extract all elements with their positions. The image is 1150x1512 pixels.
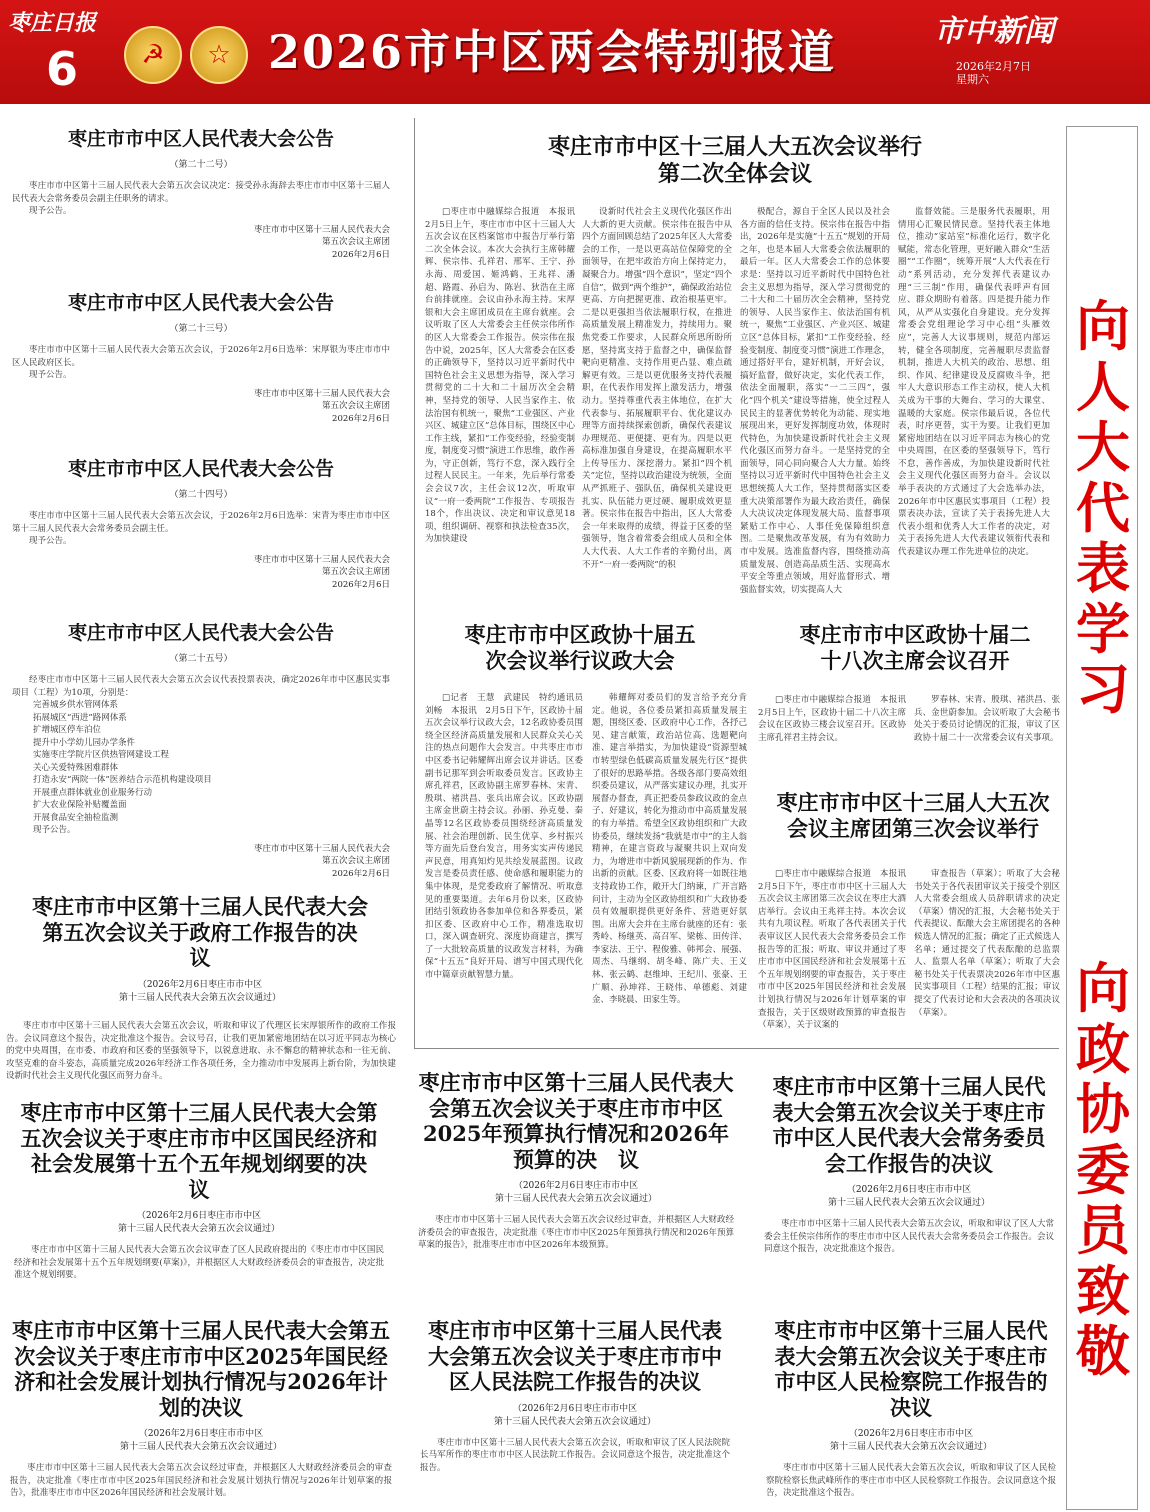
article-column: □记者 王慧 武建民 特约通讯员 刘畅 本报讯 2月5日下午，区政协十届五次会议举行议政大会，12名政协委员围绕全区经济高质量发展和人民群众关心关注的热点问题作大会发言。中共枣庄市市中区委书记韩耀辉出席会议并讲话。区委副书记那军到会听取委员发言。区政协主席孔祥君，区政协副主席罗春林、宋青、殷琪、褚洪昌、张兵出席会议。区政协副主席金世蔚主持会议。孙丽、孙克曼、秦晶等12名区政协委员围绕经济高质量发展、社会治理创新、民生优享、乡村振兴等方面先后登台发言，用务实实声传递民声民意，用真知灼见共绘发展蓝图。议政发言是委员责任感、使命感和履职能力的集中体现，是党委政府了解情况、听取意见的重要渠道。去年6月份以来，区政协团结引领政协各参加单位和各界委员，紧扣区委、区政府中心工作，精准选取切口，深入调查研究、深度协商建言，撰写了一大批较高质量的议政发言材料，为确保“十五五”良好开局、谱写中国式现代化市中篇章贡献智慧力量。 [425, 693, 592, 981]
article-subtitle: （第二十三号） [169, 324, 233, 335]
article-body: 经枣庄市市中区第十三届人民代表大会第五次会议代表投票表决，确定2026年市中区惠民实事项目（工程）为10项，分别是： [12, 675, 390, 698]
resolution-gov-report-body [6, 1012, 396, 1083]
article-title: 枣庄市市中区人民代表大会公告 [67, 292, 334, 314]
section-brand: 市中新闻 [934, 14, 1054, 49]
resolution-court [420, 1318, 730, 1474]
article-title: 枣庄市市中区人民代表大会公告 [67, 458, 334, 480]
article-subtitle: （2026年2月6日枣庄市市中区 第十三届人民代表大会第五次会议通过） [493, 1403, 656, 1427]
notice-24 [12, 458, 390, 591]
divider [414, 1048, 1059, 1049]
signature: 枣庄市市中区第十三届人民代表大会 第五次会议主席团 2026年2月6日 [253, 388, 390, 424]
resolution-procuratorate [766, 1318, 1056, 1500]
article-title: 枣庄市市中区第十三届人民代表大会第五次会议关于枣庄市市中区2025年国民经济和社会发展计划执行情况与2026年计划的决议 [12, 1318, 390, 1420]
article-subtitle: （2026年2月6日枣庄市市中区 第十三届人民代表大会第五次会议通过） [118, 979, 281, 1003]
side-banner [1066, 126, 1138, 1510]
resolution-15th-plan [14, 1100, 388, 1282]
article-subtitle: （2026年2月6日枣庄市市中区 第十三届人民代表大会第五次会议通过） [827, 1185, 990, 1209]
signature: 枣庄市市中区第十三届人民代表大会 第五次会议主席团 2026年2月6日 [253, 224, 390, 260]
article-column: 极配合，源自于全区人民以及社会各方面的信任支持。侯宗伟在报告中指出，2026年是实施“十五五”规划的开局之年，也是本届人大常委会依法履职的最后一年。区人大常委会工作的总体要求是：坚持以习近平新时代中国特色社会主义思想为指导，深入学习贯彻党的二十大和二十届历次全会精神，坚持党的领导、人民当家作主、依法治国有机统一，聚焦“工业强区、产业兴区、城建立区”总体目标，紧扣“工作变经验、经验变制度、制度变习惯”演进工作理念，通过搭好平台，建好机制，开好会议，搞好监督，做好决定，实化代表工作，依法全面履职，落实“一二三四”，强化“四个机关”建设等措施，使全过程人民民主的显著优势转化为动能、现实地展现出来，更好发挥制度功效，体现时代特色，为加快建设新时代社会主义现代化强区而努力奋斗。一是坚持党的全面领导，同心同向聚合人大力量。始终坚持以习近平新时代中国特色社会主义思想统揽人大工作，坚持贯彻落实区委重大决策部署作为最大政治责任，确保人大决议决定体现发展大局、监督事项紧贴工作中心、人事任免保障组织意图。二是聚焦改革发展，有为有效助力市中发展。选准监督内容，围绕推动高质量发展、创造高品质生活、实现高水平安全等重点领域，用好监督形式、增强监督实效，切实提高人大 [740, 207, 890, 595]
article-title: 枣庄市市中区第十三届人民代表大会第五次会议关于枣庄市市中区人民法院工作报告的决议 [428, 1318, 722, 1395]
party-emblem-icon: ☭ [124, 26, 182, 84]
side-slogan-1: 向人大代表学习 [1076, 295, 1130, 721]
article-body: 枣庄市市中区第十三届人民代表大会第五次会议，听取和审议了区人民法院院长马军所作的枣庄市市中区人民法院工作报告。会议同意这个报告，决定批准这个报告。 [420, 1437, 730, 1473]
resolution-budget [418, 1070, 734, 1252]
article-cppcc-chair-meeting [790, 622, 1040, 673]
article-column: 设新时代社会主义现代化强区作出人大新的更大贡献。侯宗伟在报告中从四个方面回顾总结了2025年区人大常委会的工作，一是以更高站位保障党的全面领导，在把牢政治方向上保持定力，凝聚合力。增强“四个意识”，坚定“四个自信”，做到“两个维护”，确保政治站位更高、方向把握更准、政治根基更牢。二是以更强担当依法履职行权，在推进高质量发展上精准发力，持续用力。聚焦党委工作要求，人民群众所思所盼所愿，坚持寓支持于监督之中，确保监督靶向更精准、支持作用更凸显、难点疏解更有效。三是以更优服务支持代表履职，在代表作用发挥上激发活力，增强动力。坚持尊重代表主体地位，在扩大代表参与、拓展履职平台、优化建议办理等方面持续探索创新，确保代表建议办理规范、更便捷、更有为。四是以更高标准加强自身建设，在提高履职水平上传导压力、深挖潜力。紧扣“四个机关”定位，坚持以政治建设为统领，全面从严抓班子、强队伍，确保机关建设更扎实、队伍能力更过硬、履职成效更显著。侯宗伟在报告中指出，区人大常委会一年来取得的成绩，得益于区委的坚强领导，饱含着常委会组成人员和全体人大代表、人大工作者的辛勤付出，离不开“一府一委两院”的积 [582, 207, 732, 570]
project-list: 完善城乡供水管网体系 拓展城区“西进”路网体系 扩增城区停车泊位 提升中小学幼儿园办学条件 实施枣庄学院片区供热管网建设工程 关心关爱特殊困难群体 打造永安“两院一体”医养结合示范机构建设项目 开展重点群体就业创业服务行动 扩大农业保险补贴覆盖面 开展食品安全抽检监测 现予公告。 [33, 700, 212, 836]
article-subtitle: （第二十五号） [169, 654, 233, 665]
issue-date: 2026年2月7日 星期六 [956, 60, 1031, 86]
article-title: 枣庄市市中区第十三届人民代表大会第五次会议关于枣庄市市中区人民检察院工作报告的决议 [774, 1318, 1048, 1420]
cppcc-emblem-icon: ☆ [190, 26, 248, 84]
article-title: 枣庄市市中区十三届人大五次会议举行第二次全体会议 [547, 134, 922, 187]
page-title: 2026市中区两会特别报道 [268, 25, 837, 79]
article-title: 枣庄市市中区十三届人大五次会议主席团第三次会议举行 [776, 790, 1050, 841]
article-title: 枣庄市市中区第十三届人民代表大会第五次会议关于枣庄市市中区国民经济和社会发展第十五个五年规划纲要的决 议 [20, 1100, 388, 1202]
article-title: 枣庄市市中区政协十届二十八次主席会议召开 [799, 622, 1031, 673]
masthead [0, 0, 1150, 104]
article-plenary [545, 134, 925, 188]
signature: 枣庄市市中区第十三届人民代表大会 第五次会议主席团 2026年2月6日 [253, 554, 390, 590]
article-column: 罗春林、宋青、殷琪、褚洪昌、张兵、金世蔚参加。会议听取了大会秘书处关于委员讨论情况的汇报，审议了区政协十届二十一次常委会议有关事项。 [914, 695, 1060, 743]
divider [414, 118, 415, 1048]
article-body: 枣庄市市中区第十三届人民代表大会第五次会议，于2026年2月6日选举：宋厚银为枣庄市市中区人民政府区长。 现予公告。 [12, 345, 390, 381]
resolution-2026-plan [10, 1318, 392, 1500]
article-subtitle: （2026年2月6日枣庄市市中区 第十三届人民代表大会第五次会议通过） [117, 1211, 280, 1235]
article-body: 枣庄市市中区第十三届人民代表大会第五次会议经过审查，并根据区人大财政经济委员会的审查报告，决定批准《枣庄市市中区2025年预算执行情况和2026年预算草案的报告》，批准枣庄市市中区2026年本级预算。 [418, 1215, 734, 1251]
article-title: 枣庄市市中区第十三届人民代表大会第五次会议关于枣庄市市中区人民代表大会常务委员会工作报告的决议 [772, 1074, 1046, 1176]
article-subtitle: （2026年2月6日枣庄市市中区 第十三届人民代表大会第五次会议通过） [494, 1181, 657, 1205]
article-cppcc-conference [455, 622, 705, 673]
article-title: 枣庄市市中区第十三届人民代表大会第五次会议关于枣庄市市中区2025年预算执行情况和2026年预算的决 议 [418, 1070, 734, 1172]
article-column: 监督效能。三是服务代表履职，用情用心汇聚民情民意。坚持代表主体地位，推动“家站室”标准化运行，数字化赋能，常态化管理，更好融入群众“生活圈”“工作圈”，统筹开展“人大代表在行动”系列活动，充分发挥代表建议办理“三三制”作用，确保代表呼声有回应、群众期盼有着落。四是提升能力作风，从严从实强化自身建设。充分发挥常委会党组理论学习中心组“头雁效应”，完善人大议事规则，规范内部运转，健全各项制度，完善履职尽责监督机制，推进人大机关的政治、思想、组织、作风、纪律建设及反腐败斗争，把牢人大意识形态工作主动权，使人大机关成为干事的大舞台、学习的大课堂、温暖的大家庭。侯宗伟最后说，各位代表，时序更替，实干为要。让我们更加紧密地团结在以习近平同志为核心的党中央周围，在区委的坚强领导下，笃行不怠，善作善成，为加快建设新时代社会主义现代化强区而努力奋斗。会议以举手表决的方式通过了大会选举办法，2026年市中区惠民实事项目（工程）投票表决办法，宣读了关于表扬先进人大代表小组和优秀人大工作者的决定，对关于表扬先进人大代表建议领衔代表和代表建议办理工作先进单位的决定。 [898, 207, 1050, 558]
article-title: 枣庄市市中区第十三届人民代表大会第五次会议关于政府工作报告的决 议 [32, 894, 379, 971]
article-column: 审查报告（草案）；听取了大会秘书处关于各代表团审议关于接受个别区人大常委会组成人员辞职请求的决定（草案）情况的汇报，大会秘书处关于代表提议、酝酿大会主席团提名的各种候选人情况的汇报；确定了正式候选人名单；通过提交了代表酝酿的总监票人、监票人名单（草案）；听取了大会秘书处关于代表票决2026年市中区惠民实事项目（工程）结果的汇报；审议提交了代表讨论和大会表决的各项决议（草案）。 [914, 869, 1060, 1018]
notice-25 [12, 622, 390, 880]
article-body: 枣庄市市中区第十三届人民代表大会第五次会议，听取和审议了区人民检察院检察长焦武峰所作的枣庄市市中区人民检察院工作报告。会议同意这个报告，决定批准这个报告。 [766, 1463, 1056, 1499]
article-body: 枣庄市市中区第十三届人民代表大会第五次会议，于2026年2月6日选举：宋青为枣庄市市中区第十三届人民代表大会常务委员会副主任。 现予公告。 [12, 511, 390, 547]
article-subtitle: （第二十二号） [169, 160, 233, 171]
article-body: 枣庄市市中区第十三届人民代表大会第五次会议经过审查，并根据区人大财政经济委员会的审查报告，决定批准《枣庄市市中区2025年国民经济和社会发展计划执行情况与2026年计划草案的报告》，批准枣庄市市中区2026年国民经济和社会发展计划。 [10, 1463, 392, 1499]
article-body: 枣庄市市中区第十三届人民代表大会第五次会议决定：接受孙永海辞去枣庄市市中区第十三届人民代表大会常务委员会副主任职务的请求。 现予公告。 [12, 181, 390, 217]
article-title: 枣庄市市中区政协十届五次会议举行议政大会 [464, 622, 696, 673]
article-column: □枣庄市中融媒综合报道 本报讯 2月5日下午，枣庄市市中区十三届人大五次会议主席团第三次会议在枣庄大酒店举行。会议由王兆祥主持。本次会议共有九项议程。听取了各代表团关于代表审议区人民代表大会常务委员会工作报告等的汇报；听取、审议并通过了枣庄市市中区国民经济和社会发展第十五个五年规划纲要的审查报告，关于枣庄市市中区2025年国民经济和社会发展计划执行情况与2026年计划草案的审查报告，关于区级财政预算的审查报告（草案），关于议案的 [758, 869, 915, 1031]
resolution-gov-report [30, 894, 379, 1005]
article-subtitle: （2026年2月6日枣庄市市中区 第十三届人民代表大会第五次会议通过） [829, 1429, 992, 1453]
article-column: □枣庄市中融媒综合报道 本报讯 2月5日上午，枣庄市市中区十三届人大五次会议在区档案馆市中报告厅举行第二次全体会议。本次大会执行主席韩耀辉、侯宗伟、孔祥君、邢军、王宁、孙永海、周爱国、姬鸿鹤、王兆祥、潘超、路霞、孙启为、陈岩、狄浩在主席台前排就座。会议由孙永海主持。宋厚银和大会主席团成员在主席台就座。会议听取了区人大常委会主任侯宗伟所作的区人大常委会工作报告。侯宗伟在报告中说，2025年，区人大常委会在区委的正确领导下，坚持以习近平新时代中国特色社会主义思想为指导，深入学习贯彻党的二十大和二十届历次全会精神，坚持党的领导、人民当家作主、依法治国有机统一，聚焦“工业强区、产业兴区、城建立区”总体目标，围绕区中心工作主线，紧扣“工作变经验，经验变制度，制度变习惯”演进工作思维，敢作善为，守正创新，笃行不怠，深入践行全过程人民民主。一年来，先后举行常委会会议7次，主任会议12次，听取审议“一府一委两院”工作报告、专项报告18个，作出决议、决定和审议意见18项，组织调研、视察和执法检查35次，为加快建设 [425, 207, 584, 545]
article-body: 枣庄市市中区第十三届人民代表大会第五次会议，听取和审议了代理区长宋厚银所作的政府工作报告。会议同意这个报告，决定批准这个报告。会议号召，让我们更加紧密地团结在以习近平同志为核心的党中央周围，在市委、市政府和区委的坚强领导下，以锐意进取、永不懈怠的精神状态和一往无前、攻坚克难的奋斗姿态，高质量完成2026年经济工作各项任务，全力推动市中发展再上新台阶，为加快建设新时代社会主义现代化强区而努力奋斗。 [6, 1021, 396, 1081]
signature: 枣庄市市中区第十三届人民代表大会 第五次会议主席团 2026年2月6日 [253, 843, 390, 879]
newspaper-logo: 枣庄日报 [8, 10, 97, 36]
page-number: 6 [46, 42, 79, 96]
article-presidium [768, 790, 1058, 841]
article-body: 枣庄市市中区第十三届人民代表大会第五次会议审查了区人民政府提出的《枣庄市市中区国民经济和社会发展第十五个五年规划纲要(草案)》，并根据区人大财政经济委员会的审查报告，决定批准这个规划纲要。 [14, 1245, 384, 1281]
article-subtitle: （第二十四号） [169, 490, 233, 501]
article-column: □枣庄市中融媒综合报道 本报讯 2月5日上午，区政协十届二十八次主席会议在区政协三楼会议室召开。区政协主席孔祥君主持会议。 [758, 695, 915, 743]
article-column: 韩耀辉对委员们的发言给予充分肯定。他说，各位委员紧扣高质量发展主题，围绕区委、区政府中心工作，各抒己见、建言献策，政治站位高、选题靶向准、建言举措实，为加快建设“资源型城市转型绿色低碳高质量发展先行区”提供了很好的思路举措。各级各部门要高效组织委员建议，从严落实建议办理，扎实开展督办督查，真正把委员参政议政的金点子、好建议，转化为推动市中高质量发展的有力举措。希望全区政协组织和广大政协委员，继续发扬“我就是市中”的主人翁精神，在建言资政与凝聚共识上双向发力，为增进市中新风貌展现新的作为、作出新的贡献。区委、区政府将一如既往地支持政协工作，敞开大门纳谏，广开言路问计，主动为全区政协组织和广大政协委员有效履职提供更好条件、营造更好氛围。出席大会并在主席台就座的还有：张秀岭、杨继英、高召军、梁栋、田传洋、李家法、王宁、程俊雅、韩邦会、展强、周杰、马继纲、胡冬峰、陈广夫、王义林、张云鹤、赵维坤、王纪川、张豪、王广顺、孙坤祥、王晓伟、单德彪、刘建金、李晓晨、田家生等。 [592, 693, 747, 1006]
notice-22 [12, 128, 390, 261]
notice-23 [12, 292, 390, 425]
article-body: 枣庄市市中区第十三届人民代表大会第五次会议，听取和审议了区人大常委会主任侯宗伟所作的枣庄市市中区人民代表大会常务委员会工作报告。会议同意这个报告，决定批准这个报告。 [764, 1219, 1054, 1255]
article-title: 枣庄市市中区人民代表大会公告 [67, 128, 334, 150]
resolution-standing-committee [764, 1074, 1054, 1256]
article-subtitle: （2026年2月6日枣庄市市中区 第十三届人民代表大会第五次会议通过） [119, 1429, 282, 1453]
side-slogan-2: 向政协委员致敬 [1076, 957, 1130, 1383]
article-title: 枣庄市市中区人民代表大会公告 [67, 622, 334, 644]
